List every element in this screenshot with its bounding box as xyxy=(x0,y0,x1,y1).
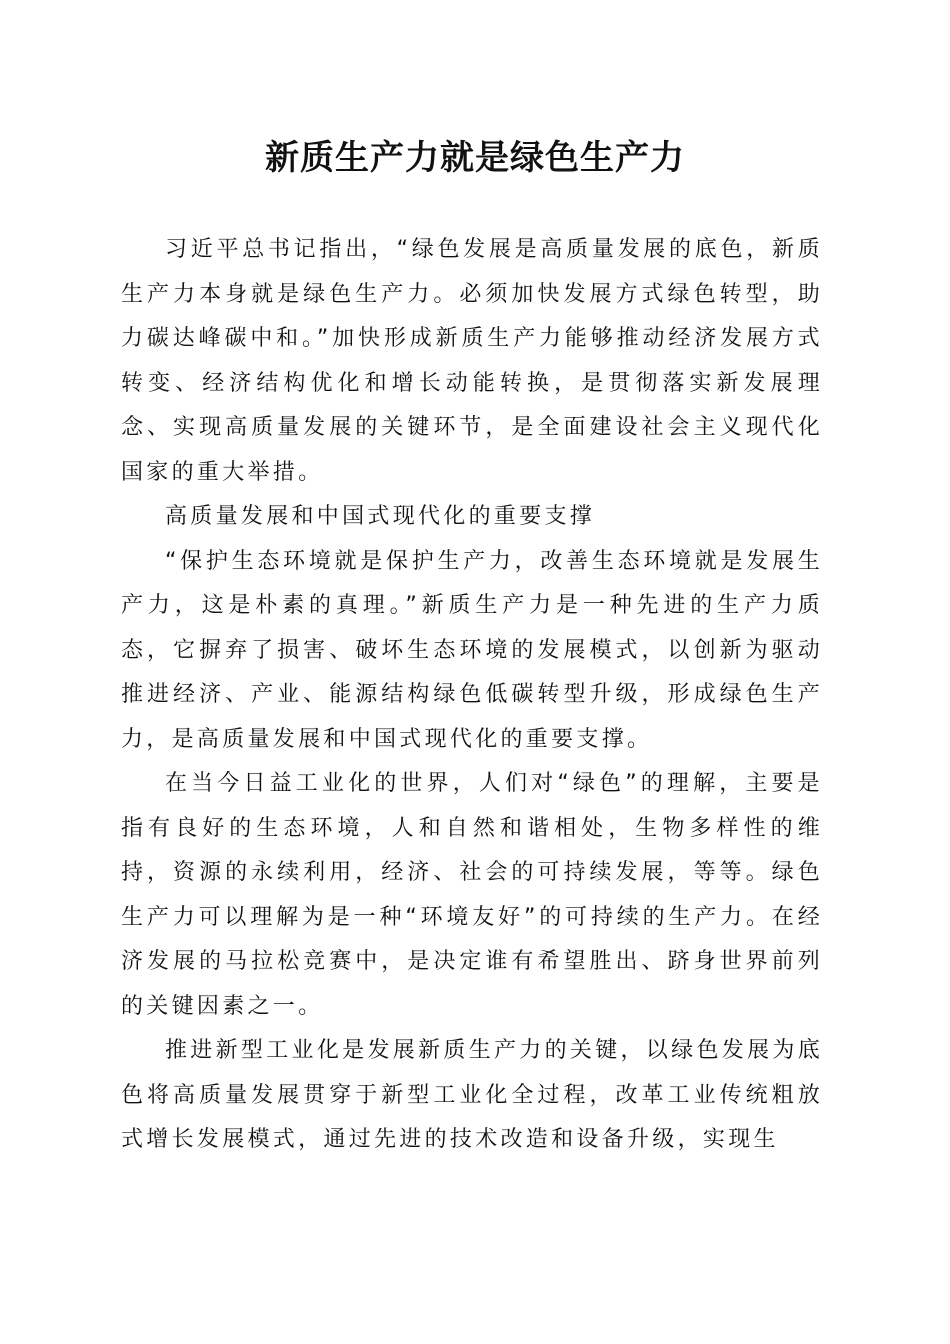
document-title: 新质生产力就是绿色生产力 xyxy=(265,138,685,178)
paragraph-industrialization: 推进新型工业化是发展新质生产力的关键，以绿色发展为底色将高质量发展贯穿于新型工业化全过程，改革工业传统粗放式增长发展模式，通过先进的技术改造和设备升级，实现生 xyxy=(121,1038,823,1152)
paragraph-ecology: “保护生态环境就是保护生产力，改善生态环境就是发展生产力，这是朴素的真理。”新质生产力是一种先进的生产力质态，它摒弃了损害、破坏生态环境的发展模式，以创新为驱动推进经济、产业、能源结构绿色低碳转型升级，形成绿色生产力，是高质量发展和中国式现代化的重要支撑。 xyxy=(121,548,823,752)
paragraph-intro: 习近平总书记指出，“绿色发展是高质量发展的底色，新质生产力本身就是绿色生产力。必须加快发展方式绿色转型，助力碳达峰碳中和。”加快形成新质生产力能够推动经济发展方式转变、经济结构优化和增长动能转换，是贯彻落实新发展理念、实现高质量发展的关键环节，是全面建设社会主义现代化国家的重大举措。 xyxy=(121,237,823,485)
paragraph-green-meaning: 在当今日益工业化的世界，人们对“绿色”的理解，主要是指有良好的生态环境，人和自然和谐相处，生物多样性的维持，资源的永续利用，经济、社会的可持续发展，等等。绿色生产力可以理解为是一种“环境友好”的可持续的生产力。在经济发展的马拉松竞赛中，是决定谁有希望胜出、跻身世界前列的关键因素之一。 xyxy=(121,771,823,1019)
section-heading: 高质量发展和中国式现代化的重要支撑 xyxy=(165,504,596,529)
document-body xyxy=(121,228,823,1163)
